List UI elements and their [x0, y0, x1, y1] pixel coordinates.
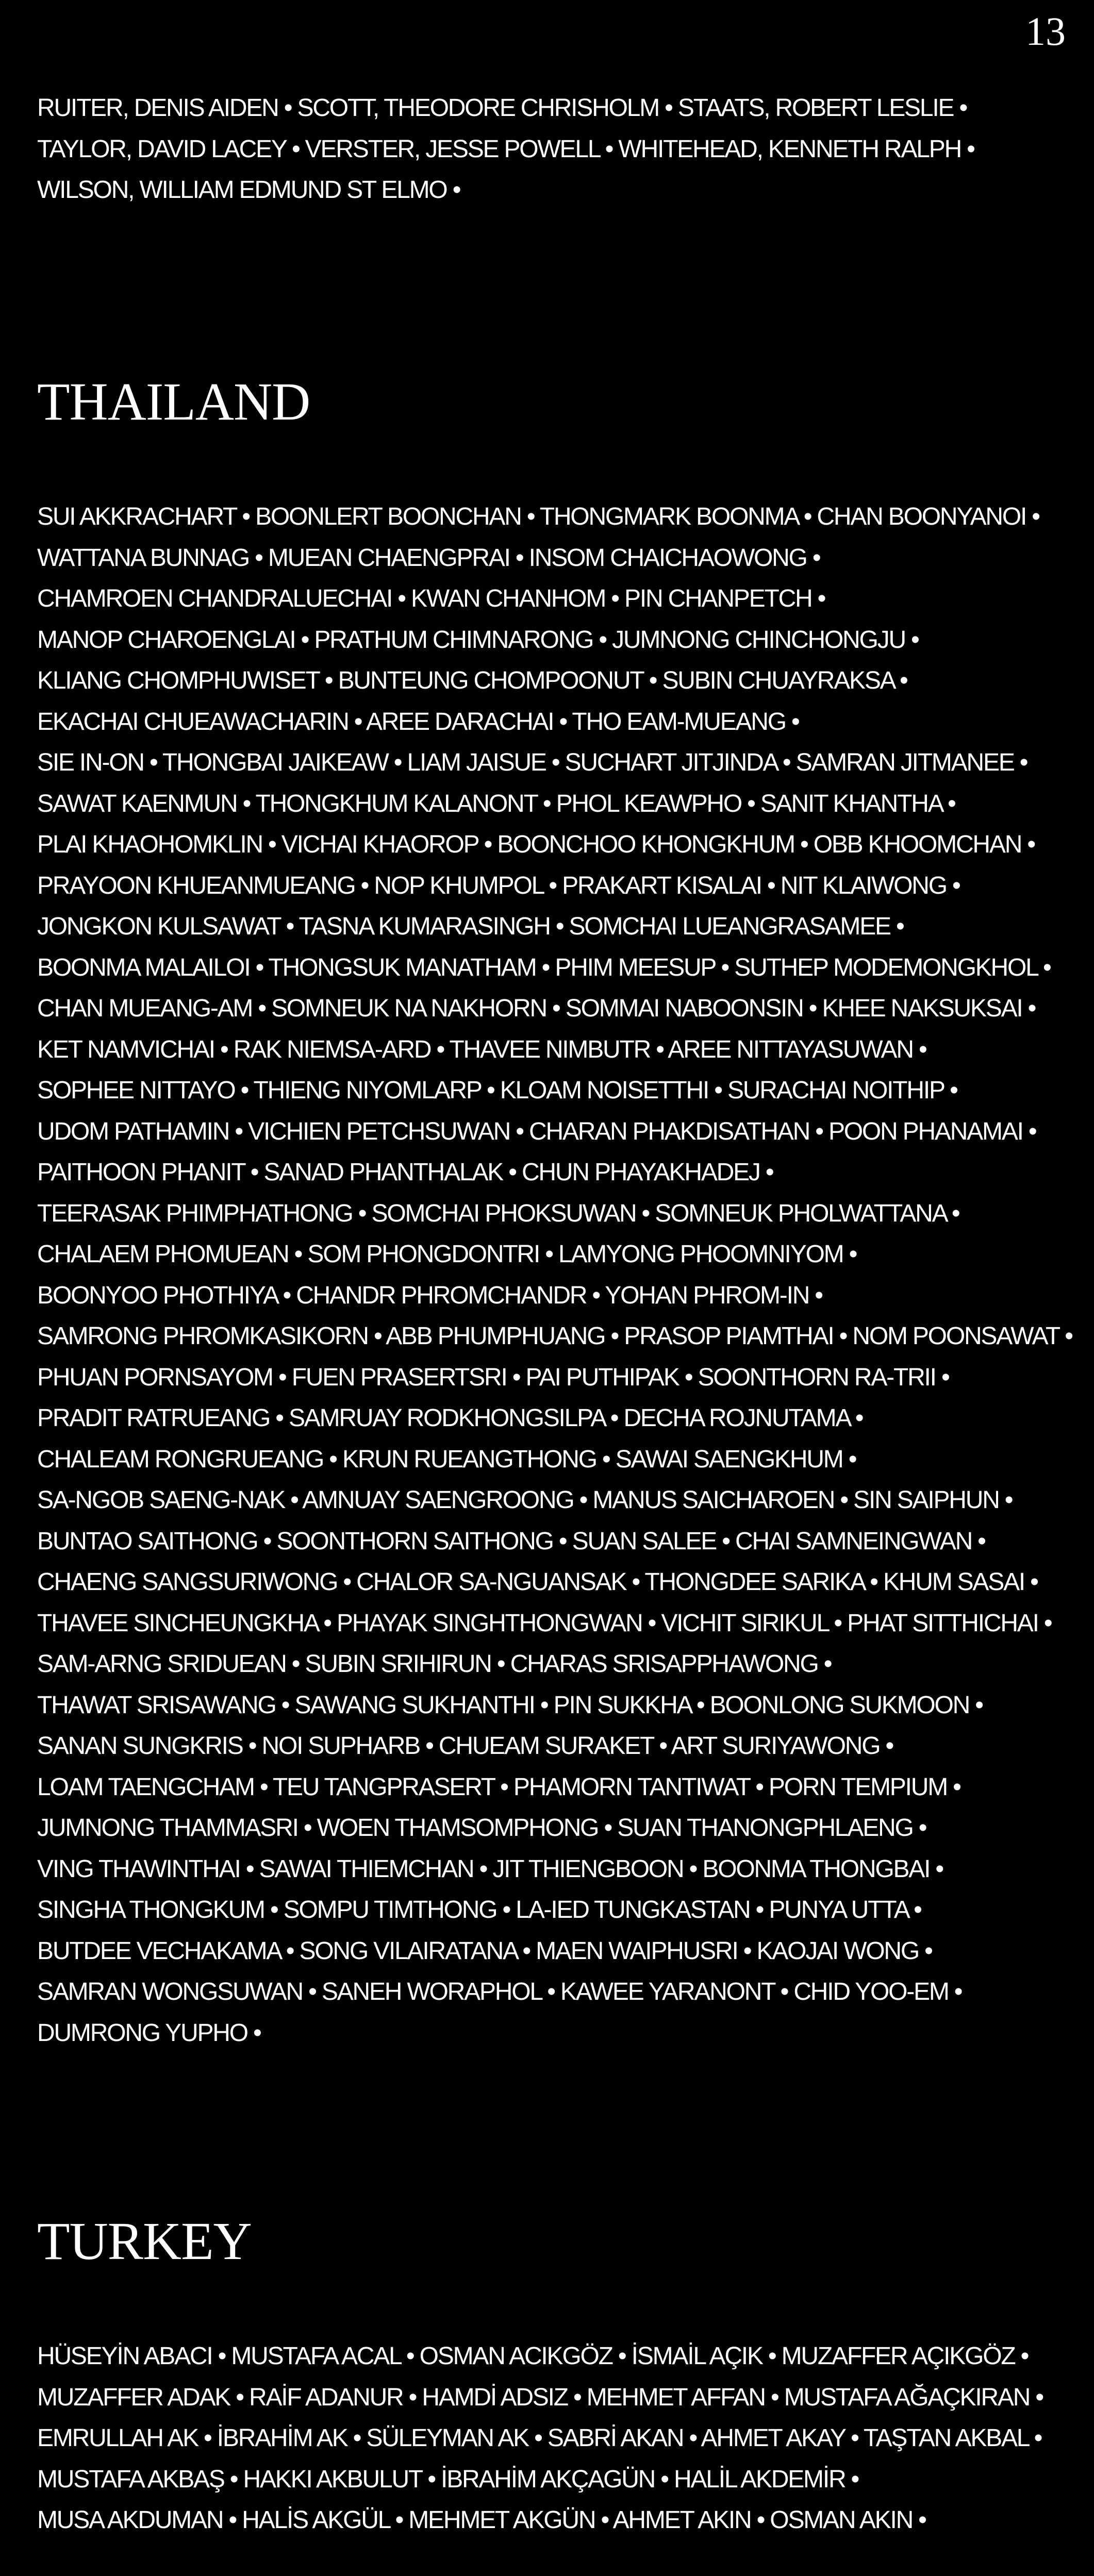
name-line: SAM-ARNG SRIDUEAN • SUBIN SRIHIRUN • CHARAS SRISAPPHAWONG •: [37, 1650, 832, 1678]
name-line: PRAYOON KHUEANMUEANG • NOP KHUMPOL • PRAKART KISALAI • NIT KLAIWONG •: [37, 872, 960, 899]
name-line: THAVEE SINCHEUNGKHA • PHAYAK SINGHTHONGWAN • VICHIT SIRIKUL • PHAT SITTHICHAI •: [37, 1609, 1052, 1637]
name-line: KLIANG CHOMPHUWISET • BUNTEUNG CHOMPOONUT • SUBIN CHUAYRAKSA •: [37, 667, 907, 694]
name-line: SOPHEE NITTAYO • THIENG NIYOMLARP • KLOAM NOISETTHI • SURACHAI NOITHIP •: [37, 1077, 957, 1104]
thailand-heading: THAILAND: [37, 372, 310, 431]
name-line: CHAENG SANGSURIWONG • CHALOR SA-NGUANSAK • THONGDEE SARIKA • KHUM SASAI •: [37, 1568, 1038, 1596]
name-line: MUZAFFER ADAK • RAİF ADANUR • HAMDİ ADSIZ • MEHMET AFFAN • MUSTAFA AĞAÇKIRAN •: [37, 2383, 1043, 2411]
name-line: SA-NGOB SAENG-NAK • AMNUAY SAENGROONG • MANUS SAICHAROEN • SIN SAIPHUN •: [37, 1486, 1013, 1514]
name-line: MUSA AKDUMAN • HALİS AKGÜL • MEHMET AKGÜN • AHMET AKIN • OSMAN AKIN •: [37, 2506, 926, 2534]
name-line: DUMRONG YUPHO •: [37, 2019, 261, 2047]
name-line: TAYLOR, DAVID LACEY • VERSTER, JESSE POWELL • WHITEHEAD, KENNETH RALPH •: [37, 135, 974, 163]
intro-name-list: [37, 88, 1073, 211]
name-line: HÜSEYİN ABACI • MUSTAFA ACAL • OSMAN ACIKGÖZ • İSMAİL AÇIK • MUZAFFER AÇIKGÖZ •: [37, 2343, 1029, 2370]
name-line: SIE IN-ON • THONGBAI JAIKEAW • LIAM JAISUE • SUCHART JITJINDA • SAMRAN JITMANEE •: [37, 749, 1027, 776]
name-line: SAMRONG PHROMKASIKORN • ABB PHUMPHUANG • PRASOP PIAMTHAI • NOM POONSAWAT •: [37, 1323, 1072, 1350]
name-line: BOONMA MALAILOI • THONGSUK MANATHAM • PHIM MEESUP • SUTHEP MODEMONGKHOL •: [37, 954, 1051, 981]
name-line: JUMNONG THAMMASRI • WOEN THAMSOMPHONG • SUAN THANONGPHLAENG •: [37, 1814, 926, 1842]
name-line: EKACHAI CHUEAWACHARIN • AREE DARACHAI • THO EAM-MUEANG •: [37, 708, 799, 735]
name-line: BUTDEE VECHAKAMA • SONG VILAIRATANA • MAEN WAIPHUSRI • KAOJAI WONG •: [37, 1937, 932, 1965]
turkey-name-list: [37, 2336, 1073, 2541]
name-line: SAMRAN WONGSUWAN • SANEH WORAPHOL • KAWEE YARANONT • CHID YOO-EM •: [37, 1978, 962, 2005]
name-line: SUI AKKRACHART • BOONLERT BOONCHAN • THONGMARK BOONMA • CHAN BOONYANOI •: [37, 503, 1039, 530]
name-line: THAWAT SRISAWANG • SAWANG SUKHANTHI • PIN SUKKHA • BOONLONG SUKMOON •: [37, 1691, 983, 1719]
name-line: PAITHOON PHANIT • SANAD PHANTHALAK • CHUN PHAYAKHADEJ •: [37, 1159, 773, 1186]
name-line: PLAI KHAOHOMKLIN • VICHAI KHAOROP • BOONCHOO KHONGKHUM • OBB KHOOMCHAN •: [37, 831, 1035, 858]
name-line: PRADIT RATRUEANG • SAMRUAY RODKHONGSILPA • DECHA ROJNUTAMA •: [37, 1404, 863, 1432]
name-line: KET NAMVICHAI • RAK NIEMSA-ARD • THAVEE NIMBUTR • AREE NITTAYASUWAN •: [37, 1035, 926, 1063]
name-line: BUNTAO SAITHONG • SOONTHORN SAITHONG • SUAN SALEE • CHAI SAMNEINGWAN •: [37, 1527, 985, 1555]
name-line: TEERASAK PHIMPHATHONG • SOMCHAI PHOKSUWAN • SOMNEUK PHOLWATTANA •: [37, 1199, 959, 1227]
name-line: PHUAN PORNSAYOM • FUEN PRASERTSRI • PAI PUTHIPAK • SOONTHORN RA-TRII •: [37, 1363, 949, 1391]
name-line: EMRULLAH AK • İBRAHİM AK • SÜLEYMAN AK • SABRİ AKAN • AHMET AKAY • TAŞTAN AKBAL •: [37, 2424, 1042, 2452]
name-line: SINGHA THONGKUM • SOMPU TIMTHONG • LA-IED TUNGKASTAN • PUNYA UTTA •: [37, 1896, 921, 1923]
name-line: WILSON, WILLIAM EDMUND ST ELMO •: [37, 176, 460, 204]
name-line: RUITER, DENIS AIDEN • SCOTT, THEODORE CHRISHOLM • STAATS, ROBERT LESLIE •: [37, 94, 967, 122]
name-line: SANAN SUNGKRIS • NOI SUPHARB • CHUEAM SURAKET • ART SURIYAWONG •: [37, 1732, 893, 1760]
turkey-heading: TURKEY: [37, 2212, 252, 2271]
name-line: MANOP CHAROENGLAI • PRATHUM CHIMNARONG • JUMNONG CHINCHONGJU •: [37, 626, 919, 654]
name-line: WATTANA BUNNAG • MUEAN CHAENGPRAI • INSOM CHAICHAOWONG •: [37, 544, 820, 572]
name-line: CHAN MUEANG-AM • SOMNEUK NA NAKHORN • SOMMAI NABOONSIN • KHEE NAKSUKSAI •: [37, 995, 1036, 1022]
name-line: LOAM TAENGCHAM • TEU TANGPRASERT • PHAMORN TANTIWAT • PORN TEMPIUM •: [37, 1773, 960, 1801]
name-line: MUSTAFA AKBAŞ • HAKKI AKBULUT • İBRAHİM AKÇAGÜN • HALİL AKDEMİR •: [37, 2465, 859, 2493]
name-line: CHAMROEN CHANDRALUECHAI • KWAN CHANHOM • PIN CHANPETCH •: [37, 585, 825, 612]
name-line: CHALEAM RONGRUEANG • KRUN RUEANGTHONG • SAWAI SAENGKHUM •: [37, 1445, 856, 1473]
page-number: 13: [1025, 9, 1066, 54]
name-line: JONGKON KULSAWAT • TASNA KUMARASINGH • SOMCHAI LUEANGRASAMEE •: [37, 913, 904, 940]
thailand-name-list: [37, 496, 1073, 2053]
name-line: BOONYOO PHOTHIYA • CHANDR PHROMCHANDR • YOHAN PHROM-IN •: [37, 1281, 822, 1309]
name-line: VING THAWINTHAI • SAWAI THIEMCHAN • JIT THIENGBOON • BOONMA THONGBAI •: [37, 1855, 943, 1883]
name-line: UDOM PATHAMIN • VICHIEN PETCHSUWAN • CHARAN PHAKDISATHAN • POON PHANAMAI •: [37, 1117, 1036, 1145]
name-line: CHALAEM PHOMUEAN • SOM PHONGDONTRI • LAMYONG PHOOMNIYOM •: [37, 1241, 857, 1268]
name-line: SAWAT KAENMUN • THONGKHUM KALANONT • PHOL KEAWPHO • SANIT KHANTHA •: [37, 790, 955, 817]
